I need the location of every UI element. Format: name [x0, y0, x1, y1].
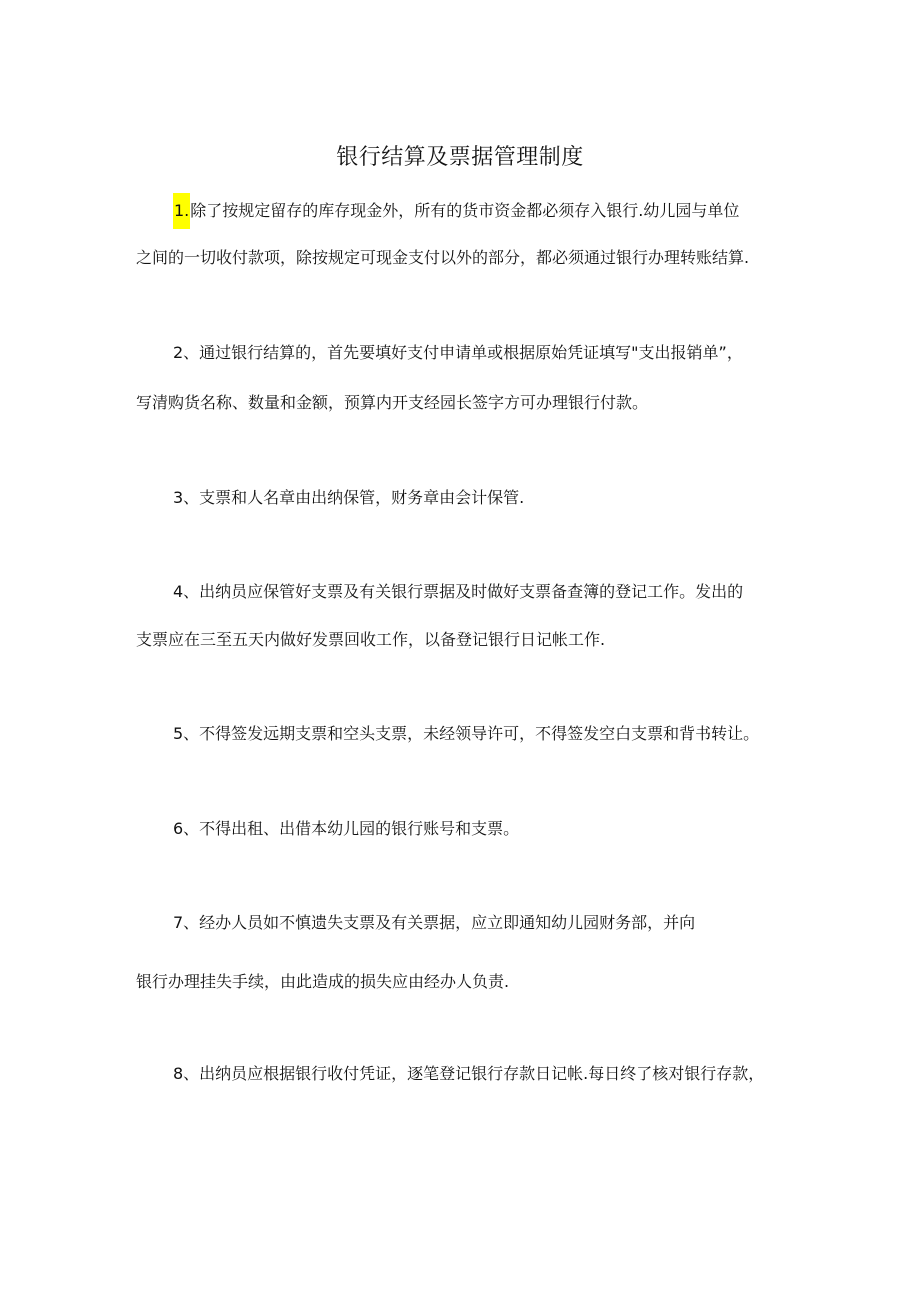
paragraph-4-line-2: 支票应在三至五天内做好发票回收工作，以备登记银行日记帐工作. [136, 630, 606, 649]
document-title: 银行结算及票据管理制度 [336, 145, 584, 170]
paragraph-4-line-1: 4、出纳员应保管好支票及有关银行票据及时做好支票备查簿的登记工作。发出的 [173, 582, 744, 601]
paragraph-7-line-1: 7、经办人员如不慎遗失支票及有关票据，应立即通知幼儿园财务部，并向 [173, 913, 696, 932]
paragraph-3-line-1: 3、支票和人名章由出纳保管，财务章由会计保管. [173, 488, 525, 507]
paragraph-5-line-1: 5、不得签发远期支票和空头支票，未经领导许可，不得签发空白支票和背书转让。 [173, 724, 760, 743]
paragraph-1-line-2: 之间的一切收付款项，除按规定可现金支付以外的部分，都必须通过银行办理转账结算. [136, 248, 750, 267]
paragraph-1-text: 除了按规定留存的库存现金外，所有的货市资金都必须存入银行.幼儿园与单位 [190, 201, 740, 220]
paragraph-2-line-1: 2、通过银行结算的，首先要填好支付申请单或根据原始凭证填写"支出报销单”， [173, 343, 743, 362]
paragraph-8-line-1: 8、出纳员应根据银行收付凭证，逐笔登记银行存款日记帐.每日终了核对银行存款， [173, 1064, 765, 1083]
paragraph-1-line-1 [173, 199, 739, 229]
highlighted-number: 1. [173, 193, 190, 229]
paragraph-6-line-1: 6、不得出租、出借本幼儿园的银行账号和支票。 [173, 819, 520, 838]
paragraph-2-line-2: 写清购货名称、数量和金额，预算内开支经园长签字方可办理银行付款。 [136, 393, 649, 412]
paragraph-7-line-2: 银行办理挂失手续，由此造成的损失应由经办人负责. [136, 972, 510, 991]
